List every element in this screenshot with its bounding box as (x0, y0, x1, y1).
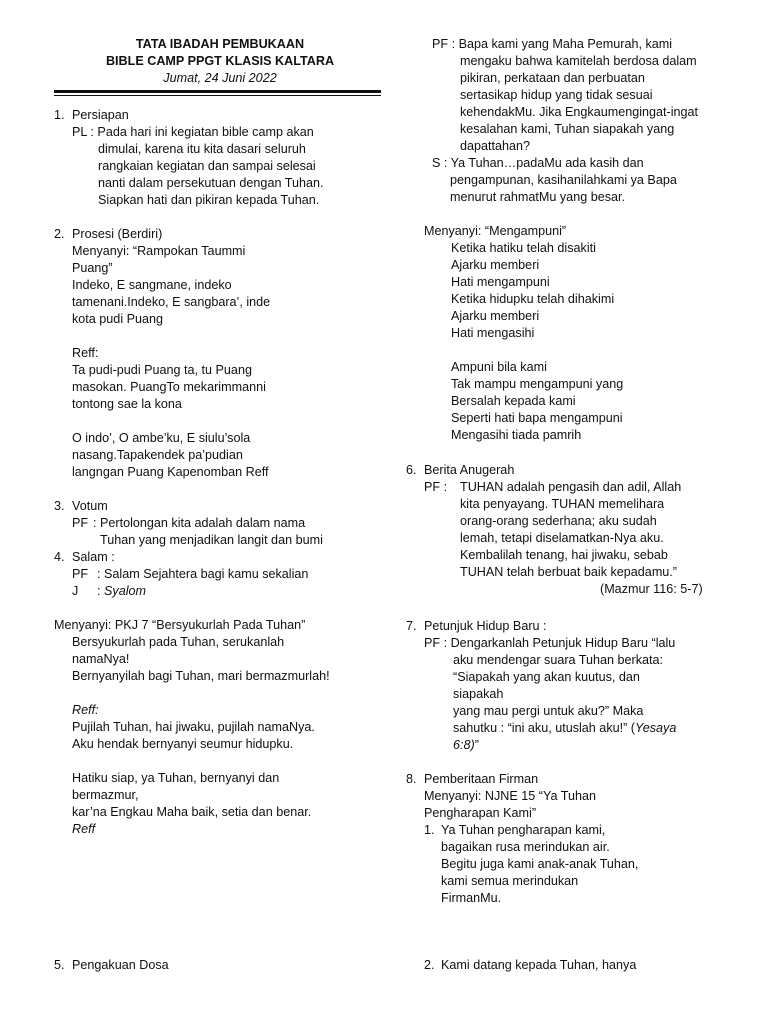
text-line: lemah, tetapi diselamatkan-Nya aku. (460, 531, 664, 545)
speaker-label: PF (72, 567, 89, 581)
text-line: Seperti hati bapa mengampuni (451, 411, 623, 425)
section-number: 6. (406, 463, 417, 477)
text-line: sertasikap hidup yang tidak sesuai (460, 88, 653, 102)
text-line: Bersyukurlah pada Tuhan, serukanlah (72, 635, 285, 649)
song-heading: Menyanyi: NJNE 15 “Ya Tuhan (424, 789, 596, 803)
document-title: TATA IBADAH PEMBUKAAN (135, 37, 305, 51)
header-rule-thin (54, 95, 381, 96)
section-heading: Pengakuan Dosa (72, 958, 169, 972)
section-heading: Prosesi (Berdiri) (72, 227, 163, 241)
reff-label: Reff: (72, 703, 99, 717)
text-line: Tak mampu mengampuni yang (451, 377, 624, 391)
document-subtitle: BIBLE CAMP PPGT KLASIS KALTARA (105, 54, 335, 68)
text-line: Hati mengasihi (451, 326, 535, 340)
header-rule (54, 90, 381, 93)
text-line: Ajarku memberi (451, 258, 540, 272)
section-heading: Pemberitaan Firman (424, 772, 539, 786)
text-line: kami semua merindukan (441, 874, 579, 888)
text-line: masokan. PuangTo mekarimmanni (72, 380, 266, 394)
text-line: pengampunan, kasihanilahkami ya Bapa (450, 173, 677, 187)
text-line: TUHAN telah berbuat baik kepadamu.” (460, 565, 678, 579)
text-line: tamenani.Indeko, E sangbara’, inde (72, 295, 271, 309)
text-span: ” (474, 738, 479, 752)
text-line: Kami datang kepada Tuhan, hanya (441, 958, 637, 972)
text-line: Hatiku siap, ya Tuhan, bernyanyi dan (72, 771, 280, 785)
text-span: sahutku : “ini aku, utuslah aku!” ( (453, 721, 636, 735)
text-line: mengaku bahwa kamitelah berdosa dalam (460, 54, 697, 68)
text-line: rangkaian kegiatan dan sampai selesai (98, 159, 316, 173)
text-line: Tuhan yang menjadikan langit dan bumi (100, 533, 323, 547)
text-line: kita penyayang. TUHAN memelihara (460, 497, 665, 511)
verse-number: 2. (424, 958, 435, 972)
document-date: Jumat, 24 Juni 2022 (163, 71, 277, 85)
text-line: Pujilah Tuhan, hai jiwaku, pujilah namaNya. (72, 720, 315, 734)
text-line: Siapkan hati dan pikiran kepada Tuhan. (98, 193, 320, 207)
section-heading: Salam : (72, 550, 115, 564)
section-heading: Votum (72, 499, 108, 513)
text-line: kar’na Engkau Maha baik, setia dan benar. (72, 805, 312, 819)
speaker-label: J (72, 584, 79, 598)
text-line: O indo’, O ambe’ku, E siulu’sola (72, 431, 251, 445)
text-line: Menyanyi: “Rampokan Taummi (72, 244, 246, 258)
text-line: Ketika hidupku telah dihakimi (451, 292, 615, 306)
text-line: yang mau pergi untuk aku?” Maka (453, 704, 644, 718)
song-heading: Pengharapan Kami” (424, 806, 537, 820)
text-line: : Salam Sejahtera bagi kamu sekalian (97, 567, 309, 581)
text-line: Aku hendak bernyanyi seumur hidupku. (72, 737, 294, 751)
text-line (453, 737, 479, 754)
text-line: pikiran, perkataan dan perbuatan (460, 71, 645, 85)
scripture-reference: (Mazmur 116: 5-7) (600, 582, 703, 596)
text-line: Ta pudi-pudi Puang ta, tu Puang (72, 363, 252, 377)
speaker-label: PF (72, 516, 89, 530)
scripture-reference: 6:8) (453, 738, 475, 752)
text-line: PF : Dengarkanlah Petunjuk Hidup Baru “lalu (424, 636, 676, 650)
text-line (97, 583, 146, 600)
text-line: Mengasihi tiada pamrih (451, 428, 582, 442)
speaker-label: PF : (424, 480, 448, 494)
text-line: S : Ya Tuhan…padaMu ada kasih dan (432, 156, 644, 170)
text-line: Hati mengampuni (451, 275, 550, 289)
text-line: kehendakMu. Jika Engkaumengingat-ingat (460, 105, 699, 119)
separator: : (97, 584, 104, 598)
section-number: 1. (54, 108, 65, 122)
text-line: FirmanMu. (441, 891, 502, 905)
text-line: Ketika hatiku telah disakiti (451, 241, 596, 255)
section-number: 3. (54, 499, 65, 513)
text-line: nasang.Tapakendek pa’pudian (72, 448, 243, 462)
text-line: Indeko, E sangmane, indeko (72, 278, 232, 292)
text-line: “Siapakah yang akan kuutus, dan (453, 670, 640, 684)
reff-label: Reff (72, 822, 96, 836)
section-heading: Berita Anugerah (424, 463, 515, 477)
section-number: 5. (54, 958, 65, 972)
text-line: siapakah (453, 687, 504, 701)
text-line: aku mendengar suara Tuhan berkata: (453, 653, 664, 667)
text-line: TUHAN adalah pengasih dan adil, Allah (460, 480, 682, 494)
reff-label: Reff: (72, 346, 99, 360)
text-line: kesalahan kami, Tuhan siapakah yang (460, 122, 675, 136)
text-line: nanti dalam persekutuan dengan Tuhan. (98, 176, 324, 190)
text-line: langngan Puang Kapenomban Reff (72, 465, 269, 479)
section-number: 7. (406, 619, 417, 633)
text-line: namaNya! (72, 652, 130, 666)
text-line: Ajarku memberi (451, 309, 540, 323)
text-line: dapattahan? (460, 139, 531, 153)
verse-number: 1. (424, 823, 435, 837)
text-line: kota pudi Puang (72, 312, 164, 326)
text-line: menurut rahmatMu yang besar. (450, 190, 626, 204)
song-heading: Menyanyi: “Mengampuni” (424, 224, 567, 238)
text-line: Bersalah kepada kami (451, 394, 576, 408)
text-line: Ampuni bila kami (451, 360, 547, 374)
response-text: Syalom (104, 584, 146, 598)
text-line: Ya Tuhan pengharapan kami, (441, 823, 606, 837)
text-line: Bernyanyilah bagi Tuhan, mari bermazmurlah! (72, 669, 330, 683)
text-line: Begitu juga kami anak-anak Tuhan, (441, 857, 639, 871)
text-line: PF : Bapa kami yang Maha Pemurah, kami (432, 37, 673, 51)
text-line: PL : Pada hari ini kegiatan bible camp akan (72, 125, 314, 139)
text-line: Kembalilah tenang, hai jiwaku, sebab (460, 548, 668, 562)
text-line: : Pertolongan kita adalah dalam nama (93, 516, 306, 530)
section-heading: Persiapan (72, 108, 129, 122)
section-number: 4. (54, 550, 65, 564)
text-line: orang-orang sederhana; aku sudah (460, 514, 657, 528)
section-heading: Petunjuk Hidup Baru : (424, 619, 547, 633)
song-heading: Menyanyi: PKJ 7 “Bersyukurlah Pada Tuhan” (54, 618, 306, 632)
text-line: bagaikan rusa merindukan air. (441, 840, 610, 854)
scripture-reference: Yesaya (635, 721, 677, 735)
section-number: 8. (406, 772, 417, 786)
text-line: dimulai, karena itu kita dasari seluruh (98, 142, 306, 156)
text-line: tontong sae la kona (72, 397, 182, 411)
section-number: 2. (54, 227, 65, 241)
text-line: bermazmur, (72, 788, 139, 802)
text-line: Puang” (72, 261, 113, 275)
text-line (453, 720, 676, 737)
